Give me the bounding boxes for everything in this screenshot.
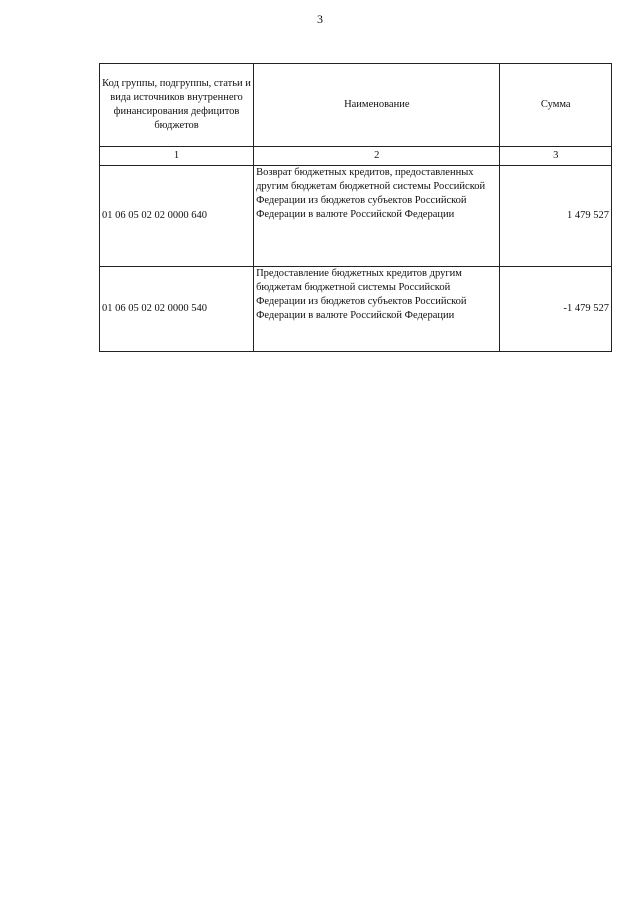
column-number-3: 3 bbox=[500, 147, 612, 166]
page-number: 3 bbox=[317, 12, 323, 26]
table-header-row bbox=[100, 64, 612, 147]
header-sum: Сумма bbox=[500, 64, 612, 147]
row-name: Предоставление бюджетных кредитов другим бюджетам бюджетной системы Российской Федерации из бюджетов субъектов Российской Федерации в валюте Российской Федерации bbox=[254, 267, 500, 352]
header-code: Код группы, подгруппы, статьи и вида источников внутреннего финансирования дефицитов бюджетов bbox=[100, 64, 254, 147]
row-code: 01 06 05 02 02 0000 640 bbox=[100, 166, 254, 267]
row-sum: 1 479 527 bbox=[500, 166, 612, 267]
table-row bbox=[100, 166, 612, 267]
row-sum: -1 479 527 bbox=[500, 267, 612, 352]
header-name: Наименование bbox=[254, 64, 500, 147]
budget-sources-table bbox=[99, 63, 612, 352]
row-name: Возврат бюджетных кредитов, предоставленных другим бюджетам бюджетной системы Российской Федерации из бюджетов субъектов Российской Федерации в валюте Российской Федерации bbox=[254, 166, 500, 267]
column-number-row bbox=[100, 147, 612, 166]
column-number-1: 1 bbox=[100, 147, 254, 166]
row-code: 01 06 05 02 02 0000 540 bbox=[100, 267, 254, 352]
column-number-2: 2 bbox=[254, 147, 500, 166]
table-row bbox=[100, 267, 612, 352]
